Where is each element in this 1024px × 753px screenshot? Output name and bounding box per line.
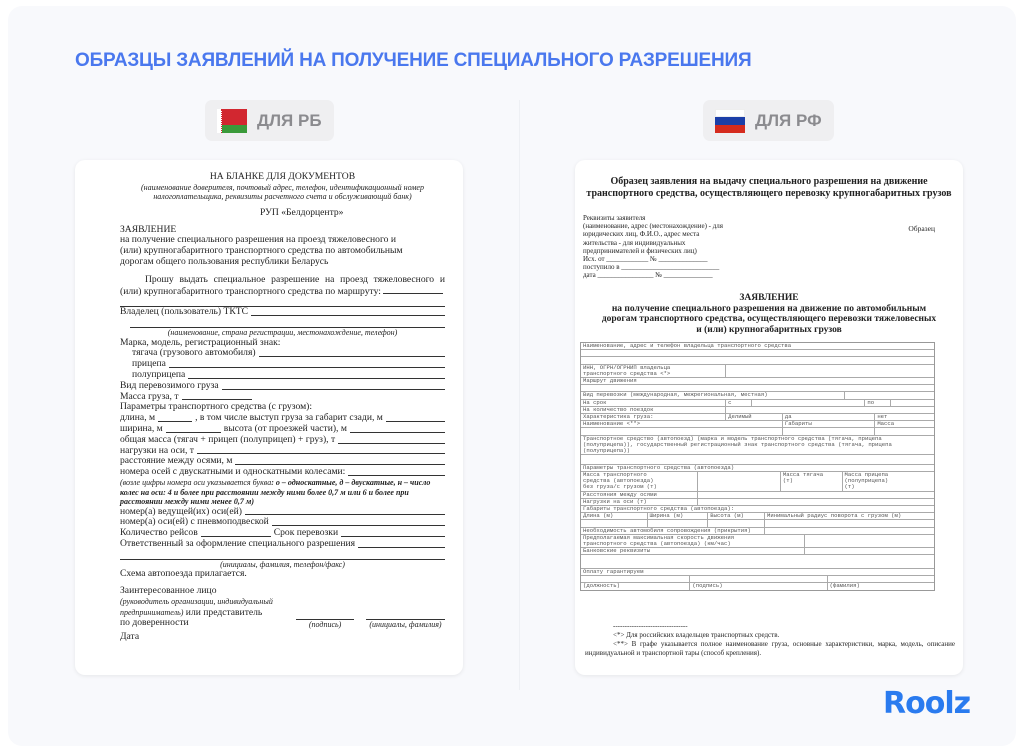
doc-subtitle: на получение специального разрешения на проезд тяжеловесного и (или) крупногабаритного транспортного средства по автомобильным дорогам общего пользования республики Беларусь xyxy=(120,234,403,267)
table-cell: Предполагаемая максимальная скорость движения транспортного средства (автопоезда) (км/час) xyxy=(581,535,805,547)
table-cell xyxy=(581,555,934,567)
table-row xyxy=(581,343,934,350)
table-cell xyxy=(581,350,934,356)
table-row xyxy=(581,414,934,421)
table-cell: На срок xyxy=(581,400,726,406)
table-cell xyxy=(752,400,865,406)
params-label: Параметры транспортного средства (с грузом): xyxy=(120,401,313,413)
cargo-type-label: Вид перевозимого груза xyxy=(120,379,219,391)
table-cell: (должность) xyxy=(581,583,690,590)
doc-header: НА БЛАНКЕ ДЛЯ ДОКУМЕНТОВ xyxy=(209,171,356,182)
length-label: длина, м xyxy=(120,412,156,424)
table-cell xyxy=(698,492,934,498)
table-row xyxy=(581,428,934,435)
doc-title-block xyxy=(575,293,963,335)
table-cell: Масса прицепа (полуприцепа) (т) xyxy=(844,472,889,491)
doc-heading: Образец заявления на выдачу специального разрешения на движение транспортного средства, осуществляющего перевозку крупногабаритных грузов xyxy=(586,176,952,199)
table-cell: (фамилия) xyxy=(829,583,860,590)
table-cell xyxy=(581,455,934,464)
russia-flag-icon xyxy=(715,109,745,133)
table-row xyxy=(581,350,934,357)
roolz-logo[interactable]: Roolz xyxy=(883,686,971,721)
footnote-1: <*> Для российских владельцев транспортных средств. xyxy=(613,631,780,639)
responsible-label: Ответственный за оформление специального разрешения xyxy=(120,537,356,549)
table-cell: Масса транспортного средства (автопоезда) без груза/с грузом (т) xyxy=(581,472,698,491)
owner-label: Владелец (пользователь) ТКТС xyxy=(120,306,248,318)
table-cell xyxy=(581,520,648,526)
interested-label: Заинтересованное лицо xyxy=(120,585,217,597)
table-cell xyxy=(726,365,934,377)
table-cell: (подпись) xyxy=(690,583,827,590)
table-cell: Габариты xyxy=(783,421,875,427)
width-label: ширина, м xyxy=(120,423,163,435)
table-cell xyxy=(765,528,934,534)
table-cell: Транспортное средство (автопоезд) (марка и модель транспортного средства (тягача, прицепа (полуприцепа)), государственный регистрационный знак транспортного средства (тягача, прицепа (полуприцепа)) xyxy=(583,435,892,454)
divider xyxy=(519,100,520,690)
belarus-application-document xyxy=(75,160,463,675)
doc-header-note: (наименование доверителя, почтовый адрес, телефон, идентификационный номер налогоплательщика, реквизиты расчетного счета и обслуживающий банк) xyxy=(141,182,424,202)
table-cell: Минимальный радиус поворота с грузом (м) xyxy=(766,513,902,520)
table-cell: Нагрузки на оси (т) xyxy=(581,499,698,505)
outgoing-number: Исх. от ____________ № ______________ xyxy=(583,255,708,264)
request-text: Прошу выдать специальное разрешение на проезд тяжеловесного и (или) крупногабаритного транспортного средства по маршруту: xyxy=(120,273,445,297)
table-cell: Ширина (м) xyxy=(648,513,709,519)
table-row xyxy=(581,400,934,407)
table-row xyxy=(581,436,934,456)
brand-model-label: Марка, модель, регистрационный знак: xyxy=(120,336,281,348)
date-number-field: дата ________________ № ______________ xyxy=(583,271,713,280)
footnote-2: <**> В графе указывается полное наименование груза, основные характеристики, марка, модель, описание индивидуальной и транспортной тары (способ крепления). xyxy=(585,640,955,657)
footnote-separator: -------------------------------- xyxy=(613,622,688,630)
application-table xyxy=(580,342,935,591)
table-cell: Масса тягача (т) xyxy=(781,472,843,491)
page-title: ОБРАЗЦЫ ЗАЯВЛЕНИЙ НА ПОЛУЧЕНИЕ СПЕЦИАЛЬНОГО РАЗРЕШЕНИЯ xyxy=(75,50,752,71)
table-row xyxy=(581,385,934,392)
table-cell: Делимый xyxy=(726,414,783,420)
table-cell: Банковские реквизиты xyxy=(581,548,805,554)
table-cell xyxy=(783,428,875,434)
representative-label: или представитель по доверенности xyxy=(120,606,263,629)
name-note: (инициалы, фамилия) xyxy=(366,619,445,630)
height-label: высота (от проезжей части), м xyxy=(223,423,347,435)
table-cell: Наименование <**> xyxy=(581,421,783,427)
total-mass-label: общая масса (тягач + прицеп (полуприцеп) + груз), т xyxy=(120,433,336,445)
table-cell: Оплату гарантируем xyxy=(583,568,644,575)
table-cell: да xyxy=(783,414,875,420)
table-cell xyxy=(845,392,935,398)
table-cell: Масса xyxy=(877,421,895,428)
table-cell xyxy=(581,385,934,391)
table-cell: ИНН, ОГРН/ОГРНИП владельца транспортного средства <*> xyxy=(581,365,726,377)
footnotes xyxy=(585,622,955,658)
table-row xyxy=(581,455,934,465)
axle-note-bold: : о – односкатные, д – двускатные, н – число колес на оси: 4 и более при расстоянии между ними более 0,7 м или 6 и более при расстоянии между ними менее 0,7 м) xyxy=(120,478,431,507)
table-row xyxy=(581,506,934,513)
date-label: Дата xyxy=(120,631,140,643)
sample-label: Образец xyxy=(908,224,935,233)
semitrailer-label: полуприцепа xyxy=(132,369,186,381)
table-row xyxy=(581,520,934,527)
table-cell xyxy=(726,407,934,413)
tractor-label: тягача (грузового автомобиля) xyxy=(132,347,256,359)
signature-row xyxy=(120,597,445,629)
table-row xyxy=(581,465,934,472)
table-row xyxy=(581,576,934,583)
tab-label: ДЛЯ РФ xyxy=(755,110,822,130)
received-field: поступило в ____________________________ xyxy=(583,263,720,272)
tab-russia[interactable] xyxy=(703,100,834,141)
table-row xyxy=(581,421,934,428)
table-row xyxy=(581,499,934,506)
table-cell: Характеристика груза: xyxy=(581,414,726,420)
table-cell: Габариты транспортного средства (автопоезда): xyxy=(583,506,735,513)
requisites-text: Реквизиты заявителя (наименование, адрес (местонахождение) - для юридических лиц, Ф.И.О., адрес места жительства - для индивидуальных предпринимателей и физических лиц) xyxy=(583,214,724,255)
table-cell: Высота (м) xyxy=(708,513,765,519)
applicant-requisites xyxy=(583,214,733,280)
table-cell xyxy=(581,428,783,434)
table-row xyxy=(581,472,934,492)
table-cell xyxy=(765,520,934,526)
trailer-label: прицепа xyxy=(132,358,166,370)
table-cell: Маршрут движения xyxy=(583,377,637,384)
table-row xyxy=(581,535,934,548)
table-cell: Длина (м) xyxy=(581,513,648,519)
table-cell xyxy=(805,548,934,554)
table-row xyxy=(581,513,934,520)
table-cell: На количество поездок xyxy=(581,407,726,413)
table-cell xyxy=(805,535,934,547)
doc-subtitle: на получение специального разрешения на движение по автомобильным дорогам транспортного средства, осуществляющего перевозки тяжеловесных и (или) крупногабаритных грузов xyxy=(601,303,937,335)
table-cell: по xyxy=(865,400,891,406)
table-cell xyxy=(690,576,827,582)
table-row xyxy=(581,583,934,590)
table-cell: Вид перевозки (международная, межрегиональная, местная) xyxy=(581,392,845,398)
table-cell xyxy=(698,472,781,491)
table-cell: с xyxy=(726,400,752,406)
trips-label: Количество рейсов xyxy=(120,527,198,539)
table-cell: нет xyxy=(877,413,888,420)
pneumo-axles-label: номер(а) оси(ей) с пневмоподвеской xyxy=(120,516,269,528)
drive-axles-label: номер(а) ведущей(их) оси(ей) xyxy=(120,505,242,517)
signature-note: (подпись) xyxy=(296,619,354,630)
axle-numbers-label: номера осей с двускатными и односкатными колесами: xyxy=(120,466,346,478)
table-cell xyxy=(581,576,690,582)
table-cell: Необходимость автомобиля сопровождения (прикрытия) xyxy=(581,528,765,534)
table-row xyxy=(581,492,934,499)
interested-note: (руководитель организации, индивидуальный предприниматель) xyxy=(120,596,273,617)
cargo-mass-label: Масса груза, т xyxy=(120,390,179,402)
table-row xyxy=(581,569,934,576)
table-row xyxy=(581,378,934,385)
overhang-label: , в том числе выступ груза за габарит сзади, м xyxy=(195,412,383,424)
table-cell xyxy=(708,520,765,526)
russia-application-document xyxy=(575,160,963,675)
owner-note: (наименование, страна регистрации, местонахождение, телефон) xyxy=(167,328,398,338)
table-cell: Параметры транспортного средства (автопоезда) xyxy=(583,464,735,471)
table-row xyxy=(581,365,934,378)
doc-title: ЗАЯВЛЕНИЕ xyxy=(739,293,799,303)
scheme-text: Схема автопоезда прилагается. xyxy=(120,568,247,580)
axle-distance-label: расстояние между осями, м xyxy=(120,455,233,467)
table-row xyxy=(581,392,934,399)
table-cell xyxy=(875,428,934,434)
table-cell xyxy=(698,499,934,505)
table-cell: Расстояния между осями xyxy=(581,492,698,498)
table-cell xyxy=(581,357,934,363)
table-row xyxy=(581,357,934,364)
table-row xyxy=(581,528,934,535)
axle-loads-label: нагрузки на оси, т xyxy=(120,444,194,456)
table-cell xyxy=(648,520,709,526)
term-label: Срок перевозки xyxy=(273,527,339,539)
belarus-flag-icon xyxy=(217,109,247,133)
table-cell xyxy=(828,576,934,582)
table-row xyxy=(581,407,934,414)
tab-belarus[interactable] xyxy=(205,100,334,141)
table-cell: Наименование, адрес и телефон владельца транспортного средства xyxy=(583,343,792,349)
table-cell xyxy=(891,400,934,406)
doc-title: ЗАЯВЛЕНИЕ xyxy=(120,223,177,235)
table-row xyxy=(581,555,934,568)
axle-note: (возле цифры номера оси указывается буква xyxy=(120,478,272,488)
recipient: РУП «Белдорцентр» xyxy=(260,206,344,218)
responsible-note: (инициалы, фамилия, телефон/факс) xyxy=(220,559,345,569)
table-row xyxy=(581,548,934,555)
tab-label: ДЛЯ РБ xyxy=(257,110,322,130)
